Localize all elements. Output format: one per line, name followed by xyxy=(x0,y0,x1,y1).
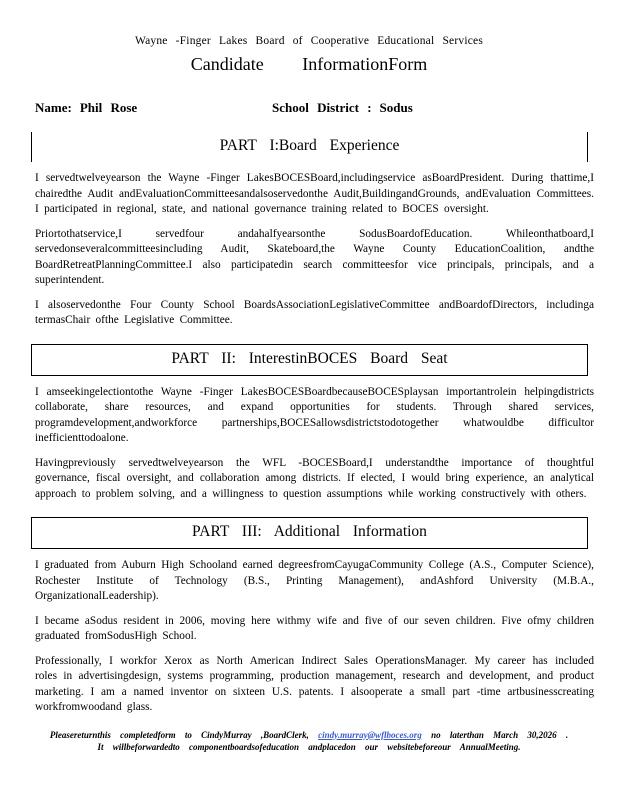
part2-heading: PART II: InterestinBOCES Board Seat xyxy=(31,344,588,376)
organization-title: Wayne -Finger Lakes Board of Cooperative Educational Services xyxy=(134,35,484,47)
part1-paragraph-3: I alsoservedonthe Four County School BoardsAssociationLegislativeCommittee andBoardofDirectors, includinga termasChair ofthe Legislative Committee. xyxy=(35,298,594,326)
section-part1 xyxy=(0,132,618,329)
part2-paragraph-2: Havingpreviously servedtwelveyearson the WFL -BOCESBoard,I understandthe importance of thoughtful governance, fiscal oversight, and collaboration among districts. If elected, I would bring experience, an analytical approach to problem solving, and a willingness to question assumptions while working constructively with others. xyxy=(35,456,594,500)
email-link[interactable]: cindy.murray@wflboces.org xyxy=(318,729,422,740)
part3-paragraph-2: I became aSodus resident in 2006, moving here withmy wife and five of our seven children. Five ofmy children graduated fromSodusHigh School. xyxy=(35,614,594,642)
section-part3 xyxy=(0,517,618,716)
candidate-name-group xyxy=(35,100,137,116)
part1-heading: PART I:Board Experience xyxy=(31,132,588,162)
part3-paragraph-1: I graduated from Auburn High Schooland earned degreesfromCayugaCommunity College (A.S., Computer Science), Rochester Institute of Technology (B.S., Printing Management), andAshford University (M.B.A., OrganizationalLeadership). xyxy=(35,559,594,602)
footer-line1-post: no laterthan March 30,2026 . xyxy=(431,729,569,740)
return-instructions-footer xyxy=(0,729,618,754)
footer-line-2: It willbeforwardedto componentboardsofeducation andplacedon our websitebeforeour AnnualMeeting. xyxy=(97,742,521,752)
section-part2 xyxy=(0,344,618,503)
name-value: Phil Rose xyxy=(79,100,138,115)
district-label: School District : xyxy=(272,100,372,115)
part1-paragraph-2: Priortothatservice,I servedfour andahalfyearsonthe SodusBoardofEducation. Whileonthatboard,I servedonseveralcommitteesincluding Audit, Skateboard,the Wayne County EducationCoalition, andthe BoardRetreatPlanningCommittee.I also participatedin search committeesfor vice principals, principals, and a superintendent. xyxy=(35,227,594,286)
footer-line1-pre: Pleasereturnthis completedform to CindyMurray ,BoardClerk, xyxy=(49,729,309,740)
document-title: Candidate InformationForm xyxy=(190,54,428,74)
part3-heading: PART III: Additional Information xyxy=(31,517,588,549)
district-value: Sodus xyxy=(379,100,413,115)
footer-line-1 xyxy=(0,729,618,742)
part2-paragraph-1: I amseekingelectiontothe Wayne -Finger LakesBOCESBoardbecauseBOCESplaysan importantrolein helpingdistricts collaborate, share resources, and expand opportunities for students. Through shared services, programdevelopment,andworkforce partnerships,BOCESallowsdistrictstodotogether whatwouldbe difficultor inefficienttodoalone. xyxy=(35,385,594,444)
name-label: Name: xyxy=(35,100,72,115)
part1-paragraph-1: I servedtwelveyearson the Wayne -Finger LakesBOCESBoard,includingservice asBoardPresident. During thattime,I chairedthe Audit andEvaluationCommitteesandalsoservedonthe Audit,BuildingandGrounds, andEvaluation Committees. I participated in regional, state, and national governance training related to BOCES oversight. xyxy=(35,172,594,215)
part3-paragraph-3: Professionally, I workfor Xerox as North American Indirect Sales OperationsManager. My career has included roles in advertisingdesign, systems programming, production management, research and development, and product marketing. I am a named inventor on sixteen U.S. patents. I alsooperate a small part -time artbusinesscreating workfromwoodand glass. xyxy=(35,654,594,713)
name-district-row xyxy=(0,100,618,117)
school-district-group xyxy=(272,100,413,116)
